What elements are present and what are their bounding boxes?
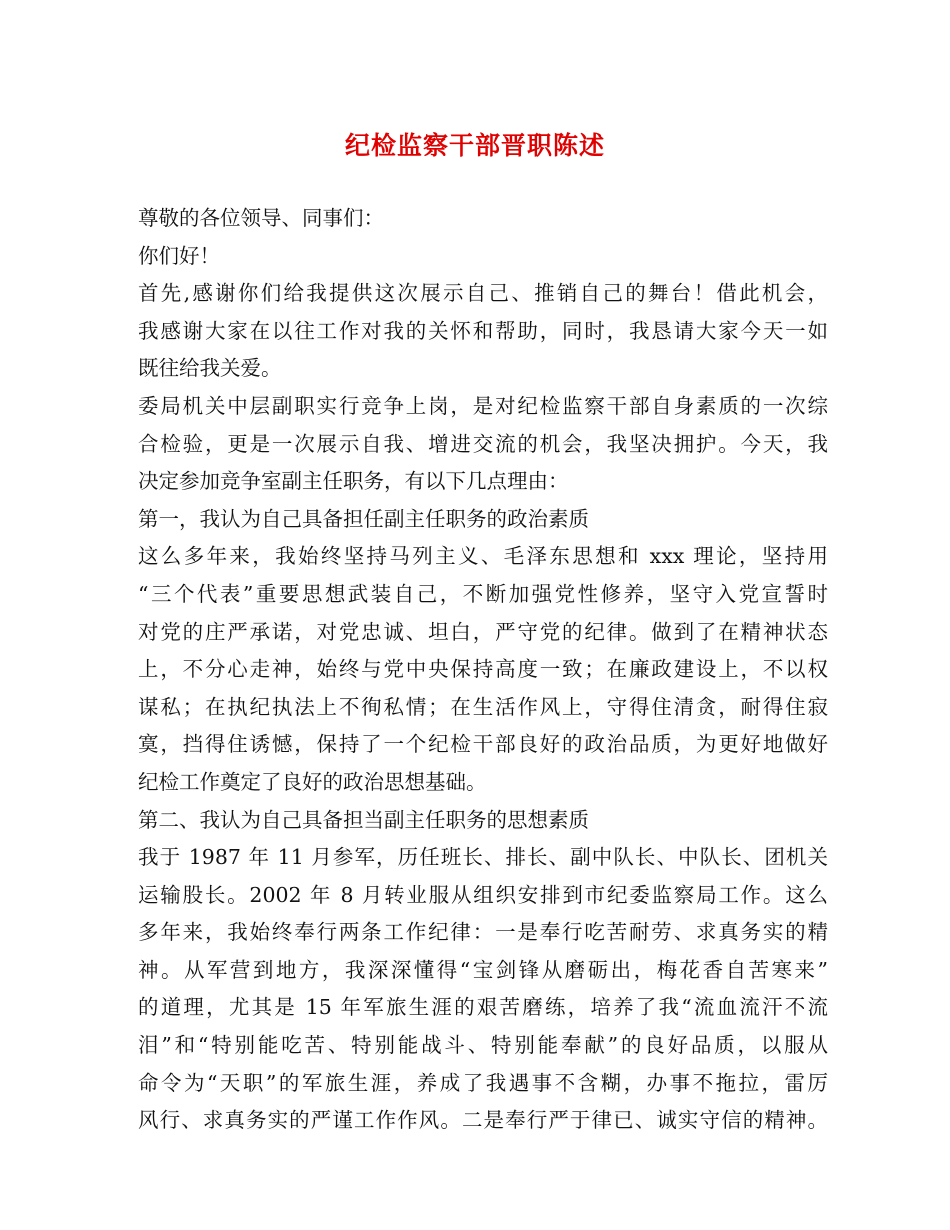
body-line: 运输股长。2002 年 8 月转业服从组织安排到市纪委监察局工作。这么 xyxy=(138,882,828,907)
body-line: 上，不分心走神，始终与党中央保持高度一致；在廉政建设上，不以权 xyxy=(138,657,828,682)
body-line: 首先,感谢你们给我提供这次展示自己、推销自己的舞台！借此机会， xyxy=(138,281,828,306)
body-line: 这么多年来，我始终坚持马列主义、毛泽东思想和 xxx 理论，坚持用 xyxy=(138,544,828,569)
body-line: “三个代表”重要思想武装自己，不断加强党性修养，坚守入党宣誓时 xyxy=(138,581,828,606)
body-line: 神。从军营到地方，我深深懂得“宝剑锋从磨砺出，梅花香自苦寒来” xyxy=(138,957,828,982)
body-line: 既往给我关爱。 xyxy=(138,356,282,381)
body-line: 谋私；在执纪执法上不徇私情；在生活作风上，守得住清贪，耐得住寂 xyxy=(138,694,828,719)
body-line: 纪检工作奠定了良好的政治思想基础。 xyxy=(138,769,487,794)
body-line: 决定参加竞争室副主任职务，有以下几点理由： xyxy=(138,469,569,494)
body-line: 我于 1987 年 11 月参军，历任班长、排长、副中队长、中队长、团机关 xyxy=(138,845,828,870)
page-title: 纪检监察干部晋职陈述 xyxy=(344,131,605,160)
body-line: 命令为“天职”的军旅生涯，养成了我遇事不含糊，办事不拖拉，雷厉 xyxy=(138,1070,828,1095)
body-line: 风行、求真务实的严谨工作作风。二是奉行严于律已、诚实守信的精神。 xyxy=(138,1108,828,1133)
body-line: 多年来，我始终奉行两条工作纪律：一是奉行吃苦耐劳、求真务实的精 xyxy=(138,920,828,945)
body-line: 的道理，尤其是 15 年军旅生涯的艰苦磨练，培养了我“流血流汗不流 xyxy=(138,995,828,1020)
body-line: 寞，挡得住诱憾，保持了一个纪检干部良好的政治品质，为更好地做好 xyxy=(138,732,828,757)
body-line: 第一，我认为自己具备担任副主任职务的政治素质 xyxy=(138,506,589,531)
body-line: 尊敬的各位领导、同事们： xyxy=(138,206,384,230)
body-line: 我感谢大家在以往工作对我的关怀和帮助，同时，我恳请大家今天一如 xyxy=(138,318,828,343)
body-line: 合检验，更是一次展示自我、增进交流的机会，我坚决拥护。今天，我 xyxy=(138,431,828,456)
body-line: 你们好！ xyxy=(138,243,220,268)
document-body xyxy=(138,200,828,1140)
body-line: 泪”和“特别能吃苦、特别能战斗、特别能奉献”的良好品质，以服从 xyxy=(138,1033,828,1058)
body-line: 委局机关中层副职实行竞争上岗，是对纪检监察干部自身素质的一次综 xyxy=(138,393,828,418)
body-line: 对党的庄严承诺，对党忠诚、坦白，严守党的纪律。做到了在精神状态 xyxy=(138,619,828,644)
body-line: 第二、我认为自己具备担当副主任职务的思想素质 xyxy=(138,807,589,832)
